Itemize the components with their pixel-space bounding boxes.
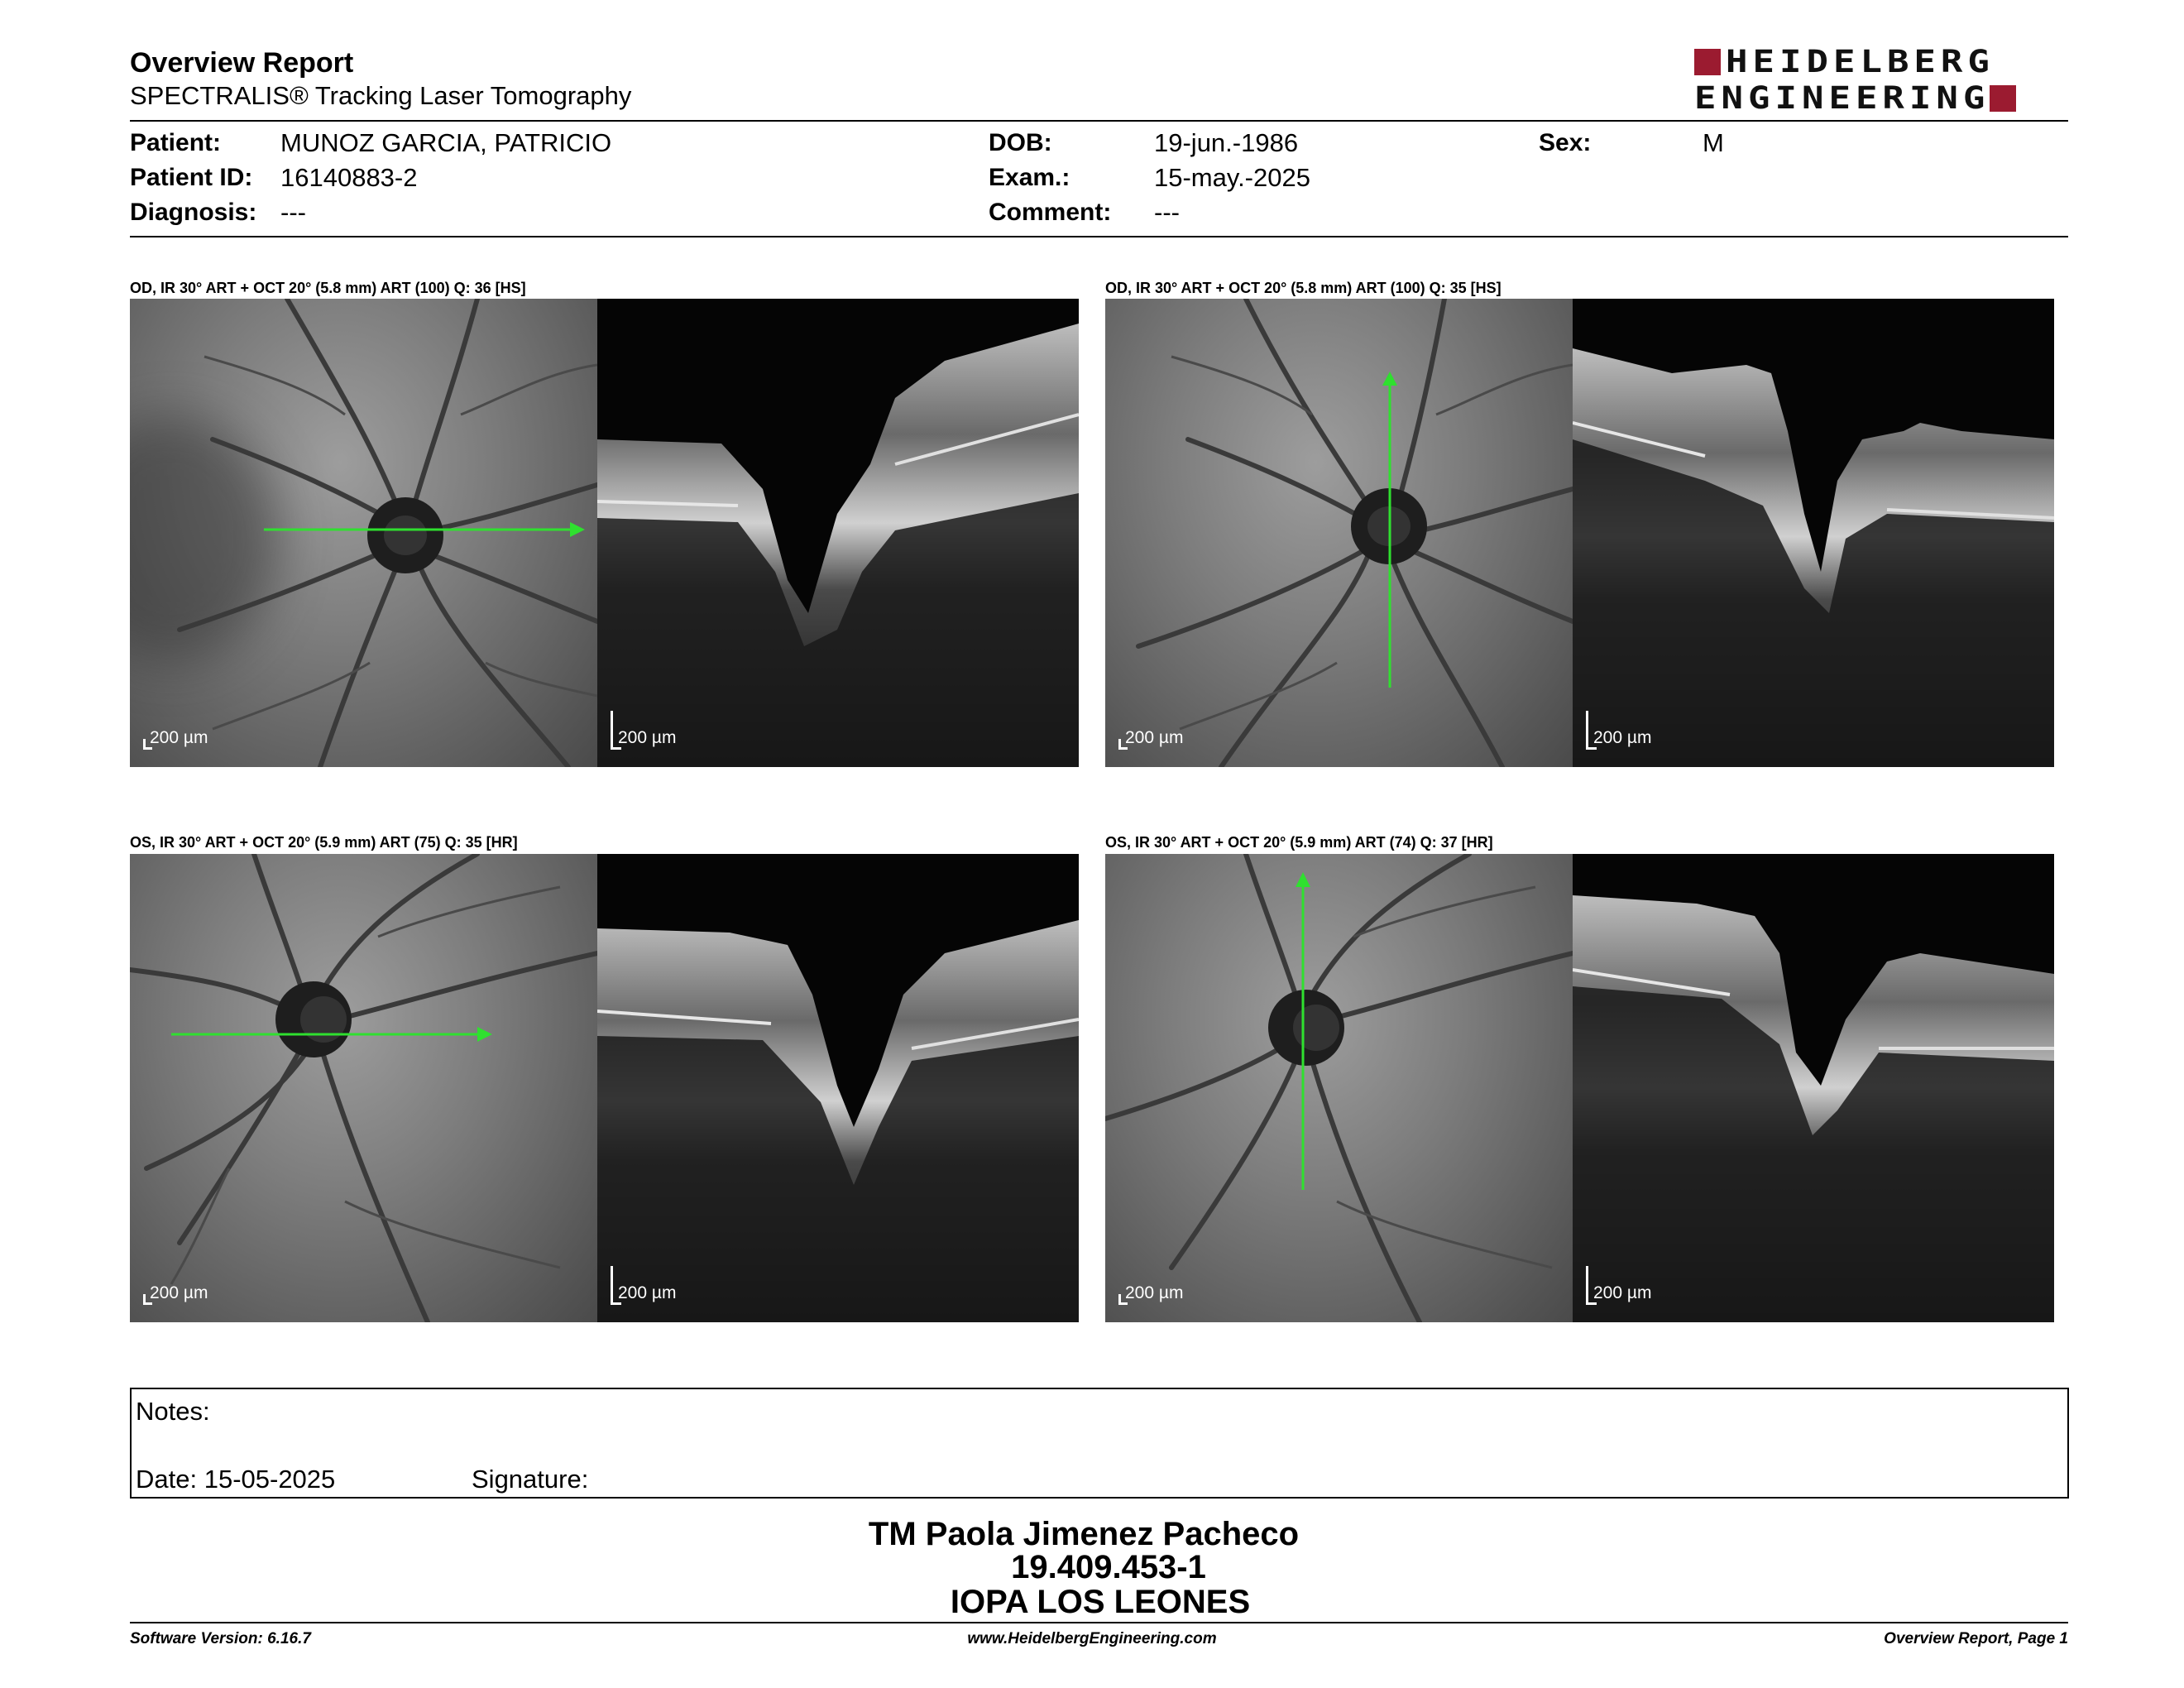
- scan-panel-os-2: [1105, 854, 2054, 1322]
- clinic-name: IOPA LOS LEONES: [950, 1584, 1251, 1620]
- fundus-vessels: [1105, 299, 1573, 767]
- fundus-vessels: [130, 299, 597, 767]
- oct-bscan-graphic: [597, 854, 1079, 1322]
- dob-label: DOB:: [989, 129, 1052, 156]
- notes-label: Notes:: [136, 1397, 210, 1426]
- scan-panel-od-2: [1105, 299, 2054, 767]
- oct-bscan-image: [597, 854, 1079, 1322]
- slo-scale-label: 200 µm: [150, 1283, 208, 1302]
- comment-value: ---: [1154, 198, 1180, 227]
- signer-name: TM Paola Jimenez Pacheco: [868, 1516, 1300, 1552]
- date-label: Date: 15-05-2025: [136, 1465, 336, 1494]
- oct-scale-label: 200 µm: [618, 1283, 677, 1302]
- diagnosis-value: ---: [280, 198, 306, 227]
- oct-scale-label: 200 µm: [618, 728, 677, 747]
- report-title: Overview Report: [130, 47, 354, 79]
- comment-label: Comment:: [989, 199, 1112, 226]
- signature-label: Signature:: [472, 1465, 589, 1494]
- scan-panel-od-1: [130, 299, 1079, 767]
- sex-label: Sex:: [1539, 129, 1592, 156]
- oct-scale-label: 200 µm: [1593, 1283, 1652, 1302]
- patient-id-value: 16140883-2: [280, 163, 418, 192]
- footer-rule: [130, 1622, 2068, 1623]
- scan-caption-od-2: OD, IR 30° ART + OCT 20° (5.8 mm) ART (100) Q: 35 [HS]: [1105, 280, 1502, 296]
- logo-text-engineering: ENGINEERING: [1694, 79, 1990, 117]
- slo-scale-label: 200 µm: [150, 728, 208, 747]
- logo-square-icon: [1694, 49, 1721, 75]
- header-rule: [130, 120, 2068, 122]
- oct-bscan-image: [1573, 299, 2054, 767]
- patient-info-rule: [130, 236, 2068, 237]
- scan-caption-os-2: OS, IR 30° ART + OCT 20° (5.9 mm) ART (74) Q: 37 [HR]: [1105, 834, 1493, 851]
- notes-box: [130, 1388, 2069, 1499]
- logo-square-icon: [1990, 85, 2016, 112]
- footer-website-link[interactable]: www.HeidelbergEngineering.com: [967, 1630, 1217, 1647]
- slo-scale-label: 200 µm: [1125, 728, 1184, 747]
- signer-id: 19.409.453-1: [1011, 1549, 1206, 1585]
- fundus-image: [130, 299, 597, 767]
- fundus-image: [1105, 299, 1573, 767]
- footer-page-number: Overview Report, Page 1: [1884, 1630, 2068, 1647]
- oct-bscan-graphic: [1573, 854, 2054, 1322]
- heidelberg-logo: [1694, 43, 2068, 117]
- oct-bscan-image: [1573, 854, 2054, 1322]
- fundus-image: [1105, 854, 1573, 1322]
- exam-label: Exam.:: [989, 164, 1070, 191]
- footer-software-version: Software Version: 6.16.7: [130, 1630, 311, 1647]
- oct-scale-label: 200 µm: [1593, 728, 1652, 747]
- slo-scale-label: 200 µm: [1125, 1283, 1184, 1302]
- oct-bscan-image: [597, 299, 1079, 767]
- logo-row-1: [1694, 43, 1995, 80]
- dob-value: 19-jun.-1986: [1154, 128, 1299, 157]
- diagnosis-label: Diagnosis:: [130, 199, 257, 226]
- logo-row-2: [1694, 79, 2016, 117]
- sex-value: M: [1703, 128, 1724, 157]
- patient-id-label: Patient ID:: [130, 164, 253, 191]
- patient-label: Patient:: [130, 129, 222, 156]
- scan-caption-os-1: OS, IR 30° ART + OCT 20° (5.9 mm) ART (75) Q: 35 [HR]: [130, 834, 518, 851]
- patient-name: MUNOZ GARCIA, PATRICIO: [280, 128, 612, 157]
- report-subtitle: SPECTRALIS® Tracking Laser Tomography: [130, 81, 632, 110]
- oct-bscan-graphic: [1573, 299, 2054, 767]
- scan-panel-os-1: [130, 854, 1079, 1322]
- fundus-vessels: [130, 854, 597, 1322]
- scan-caption-od-1: OD, IR 30° ART + OCT 20° (5.8 mm) ART (100) Q: 36 [HS]: [130, 280, 526, 296]
- fundus-vessels: [1105, 854, 1573, 1322]
- fundus-image: [130, 854, 597, 1322]
- exam-value: 15-may.-2025: [1154, 163, 1310, 192]
- oct-bscan-graphic: [597, 299, 1079, 767]
- logo-text-heidelberg: HEIDELBERG: [1726, 43, 1995, 80]
